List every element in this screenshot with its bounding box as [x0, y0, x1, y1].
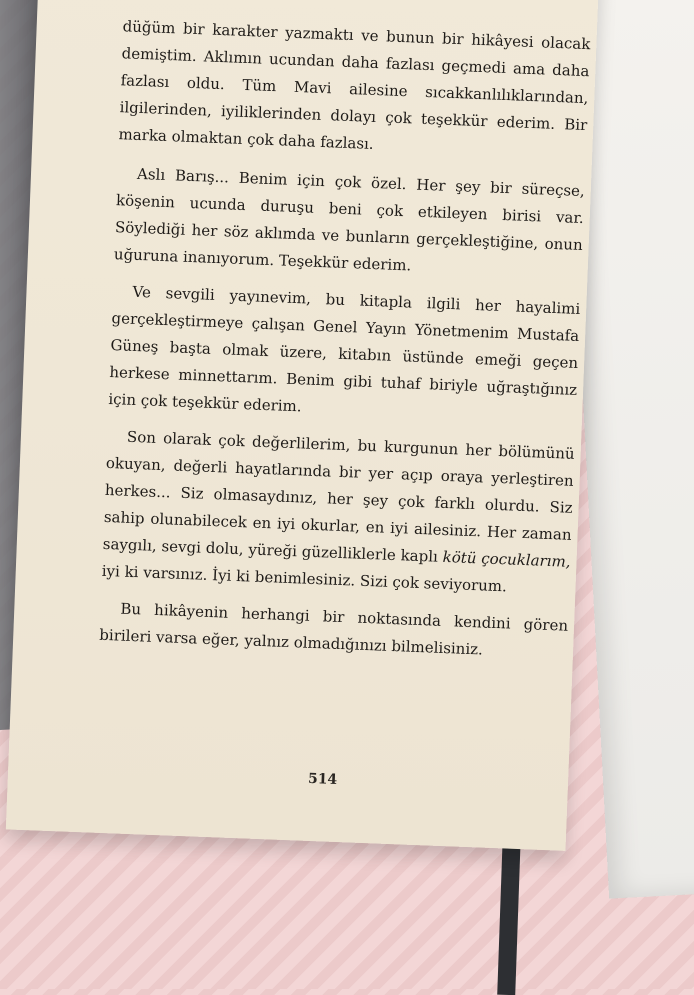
- page-text: [98, 13, 590, 676]
- paragraph-1: düğüm bir karakter yazmaktı ve bunun bir hikâyesi olacak demiştim. Aklımın ucundan daha fazlası geçmedi ama daha fazlası oldu. Tüm Mavi ailesine sıcakkanlılıklarından, ilgilerinden, iyiliklerinden dolayı çok teşekkür ederim. Bir marka olmaktan çok daha fazlası.: [118, 17, 591, 153]
- book-spine: [497, 835, 521, 995]
- paragraph-4-italic: kötü çocuklarım,: [442, 547, 571, 571]
- paragraph-4-part-b: iyi ki varsınız. İyi ki benimlesiniz. Sizi çok seviyorum.: [101, 561, 508, 596]
- book-page: [6, 0, 600, 851]
- paragraph-4: [101, 423, 575, 603]
- paragraph-2: Aslı Barış... Benim için çok özel. Her şey bir süreçse, köşenin ucunda duruşu beni çok etkileyen birisi var. Söylediği her söz aklımda ve bunların gerçekleştiğine, onun uğuruna inanıyorum. Teşekkür ederim.: [113, 164, 586, 275]
- paragraph-4-part-a: Son olarak çok değerlilerim, bu kurgunun her bölümünü okuyan, değerli hayatlarında bir yer açıp oraya yerleştiren herkes... Siz olmasaydınız, her şey çok farklı olurdu. Siz sahip olunabilecek en iyi okurlar, en iyi ailesiniz. Her zaman saygılı, sevgi dolu, yüreği güzelliklerle kaplı: [102, 427, 576, 566]
- paragraph-5: Bu hikâyenin herhangi bir noktasında kendini gören birileri varsa eğer, yalnız olmadığınızı bilmelisiniz.: [99, 599, 569, 659]
- paragraph-3: Ve sevgili yayınevim, bu kitapla ilgili her hayalimi gerçekleştirmeye çalışan Genel Yayın Yönetmenim Mustafa Güneş başta olmak üzere, kitabın üstünde emeği geçen herkese minnettarım. Benim gibi tuhaf biriyle uğraştığınız için çok teşekkür ederim.: [108, 282, 581, 416]
- page-number: 514: [307, 770, 338, 789]
